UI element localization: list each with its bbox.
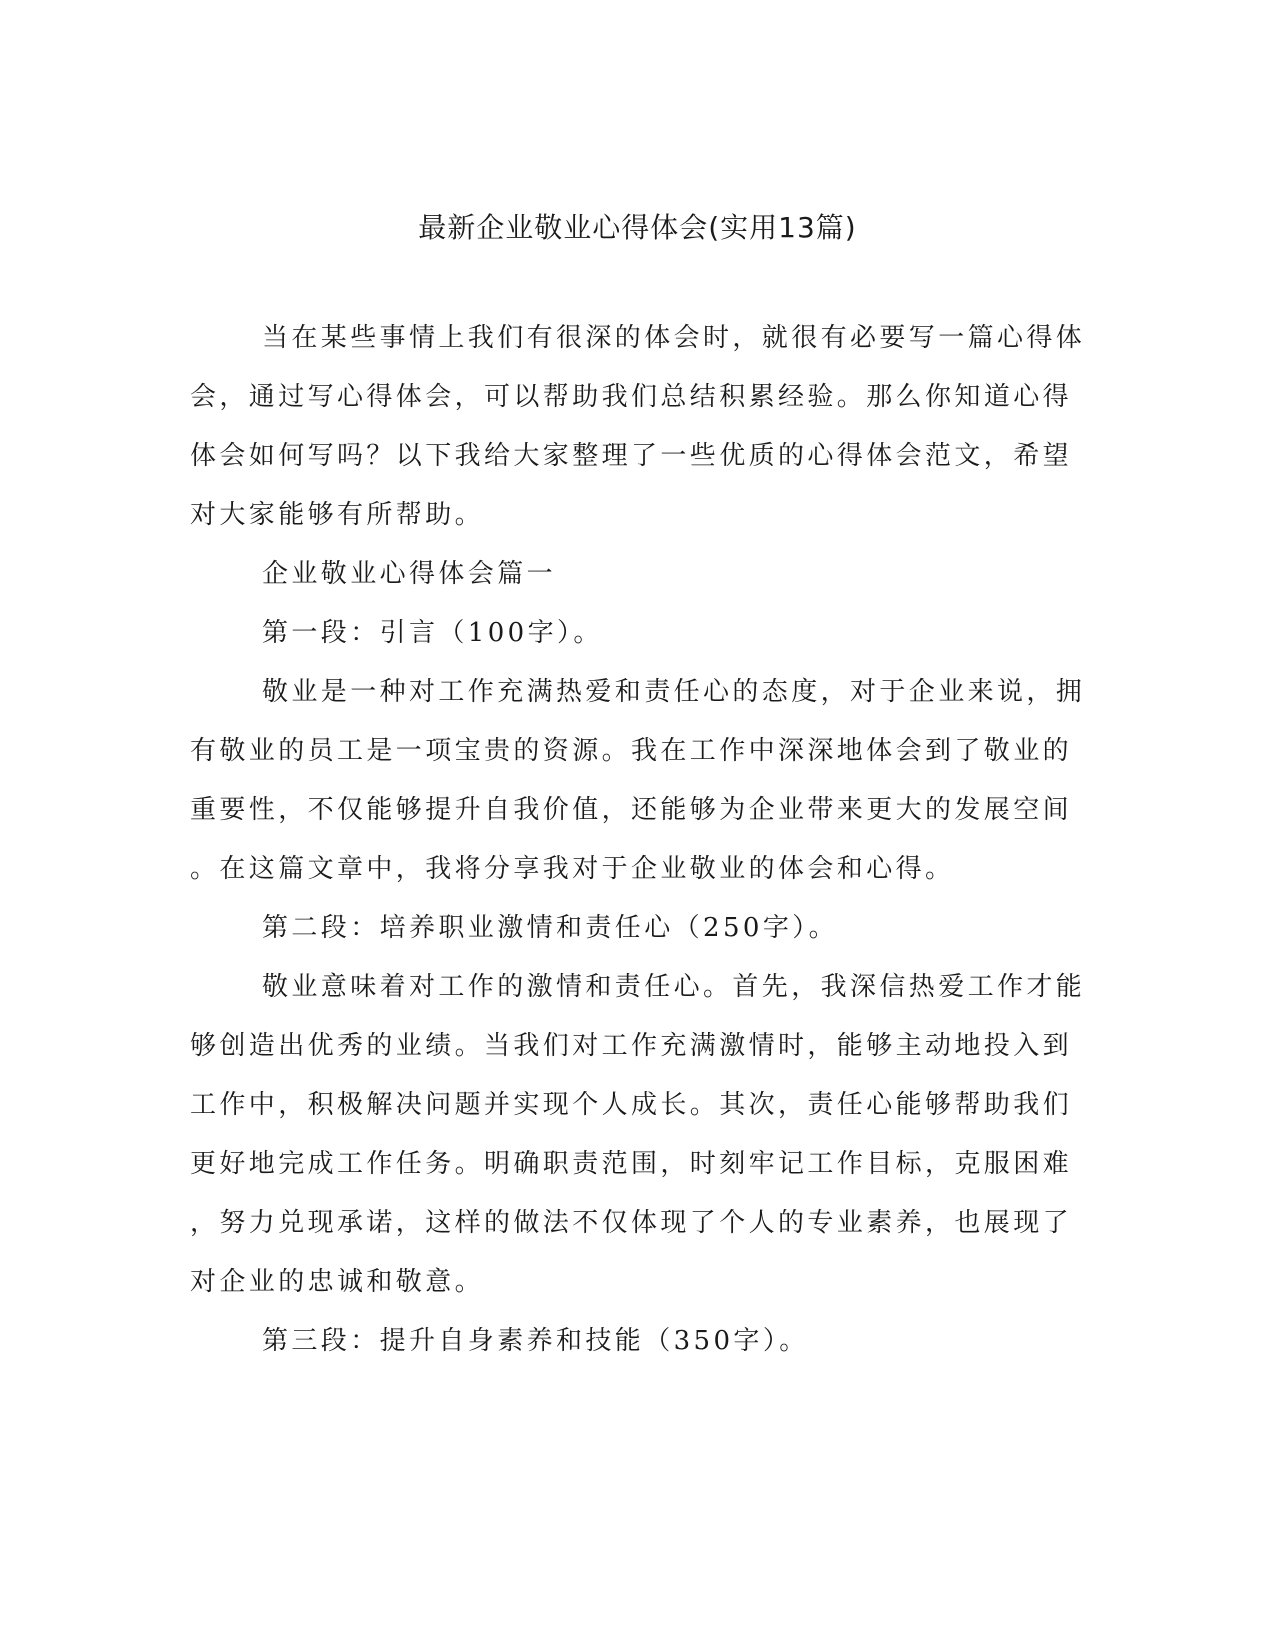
intro-line-3: 体会如何写吗？以下我给大家整理了一些优质的心得体会范文，希望 [190, 441, 1073, 471]
paragraph-heading-1: 第一段：引言（100字）。 [262, 618, 603, 648]
paragraph-2-line-3: 工作中，积极解决问题并实现个人成长。其次，责任心能够帮助我们 [190, 1090, 1073, 1120]
paragraph-heading-2: 第二段：培养职业激情和责任心（250字）。 [262, 913, 839, 943]
page-title: 最新企业敬业心得体会(实用13篇) [418, 211, 857, 244]
paragraph-2-line-2: 够创造出优秀的业绩。当我们对工作充满激情时，能够主动地投入到 [190, 1031, 1073, 1061]
paragraph-1-line-3: 重要性，不仅能够提升自我价值，还能够为企业带来更大的发展空间 [190, 795, 1073, 825]
paragraph-1-line-1: 敬业是一种对工作充满热爱和责任心的态度，对于企业来说，拥 [262, 677, 1086, 707]
paragraph-2-line-6: 对企业的忠诚和敬意。 [190, 1267, 485, 1297]
paragraph-1-line-4: 。在这篇文章中，我将分享我对于企业敬业的体会和心得。 [190, 854, 955, 884]
intro-line-1: 当在某些事情上我们有很深的体会时，就很有必要写一篇心得体 [262, 323, 1086, 353]
intro-line-2: 会，通过写心得体会，可以帮助我们总结积累经验。那么你知道心得 [190, 382, 1073, 412]
paragraph-2-line-5: ，努力兑现承诺，这样的做法不仅体现了个人的专业素养，也展现了 [190, 1208, 1073, 1238]
paragraph-2-line-1: 敬业意味着对工作的激情和责任心。首先，我深信热爱工作才能 [262, 972, 1086, 1002]
paragraph-heading-3: 第三段：提升自身素养和技能（350字）。 [262, 1326, 809, 1356]
intro-line-4: 对大家能够有所帮助。 [190, 500, 485, 530]
paragraph-1-line-2: 有敬业的员工是一项宝贵的资源。我在工作中深深地体会到了敬业的 [190, 736, 1073, 766]
paragraph-2-line-4: 更好地完成工作任务。明确职责范围，时刻牢记工作目标，克服困难 [190, 1149, 1073, 1179]
section-heading: 企业敬业心得体会篇一 [262, 559, 557, 589]
